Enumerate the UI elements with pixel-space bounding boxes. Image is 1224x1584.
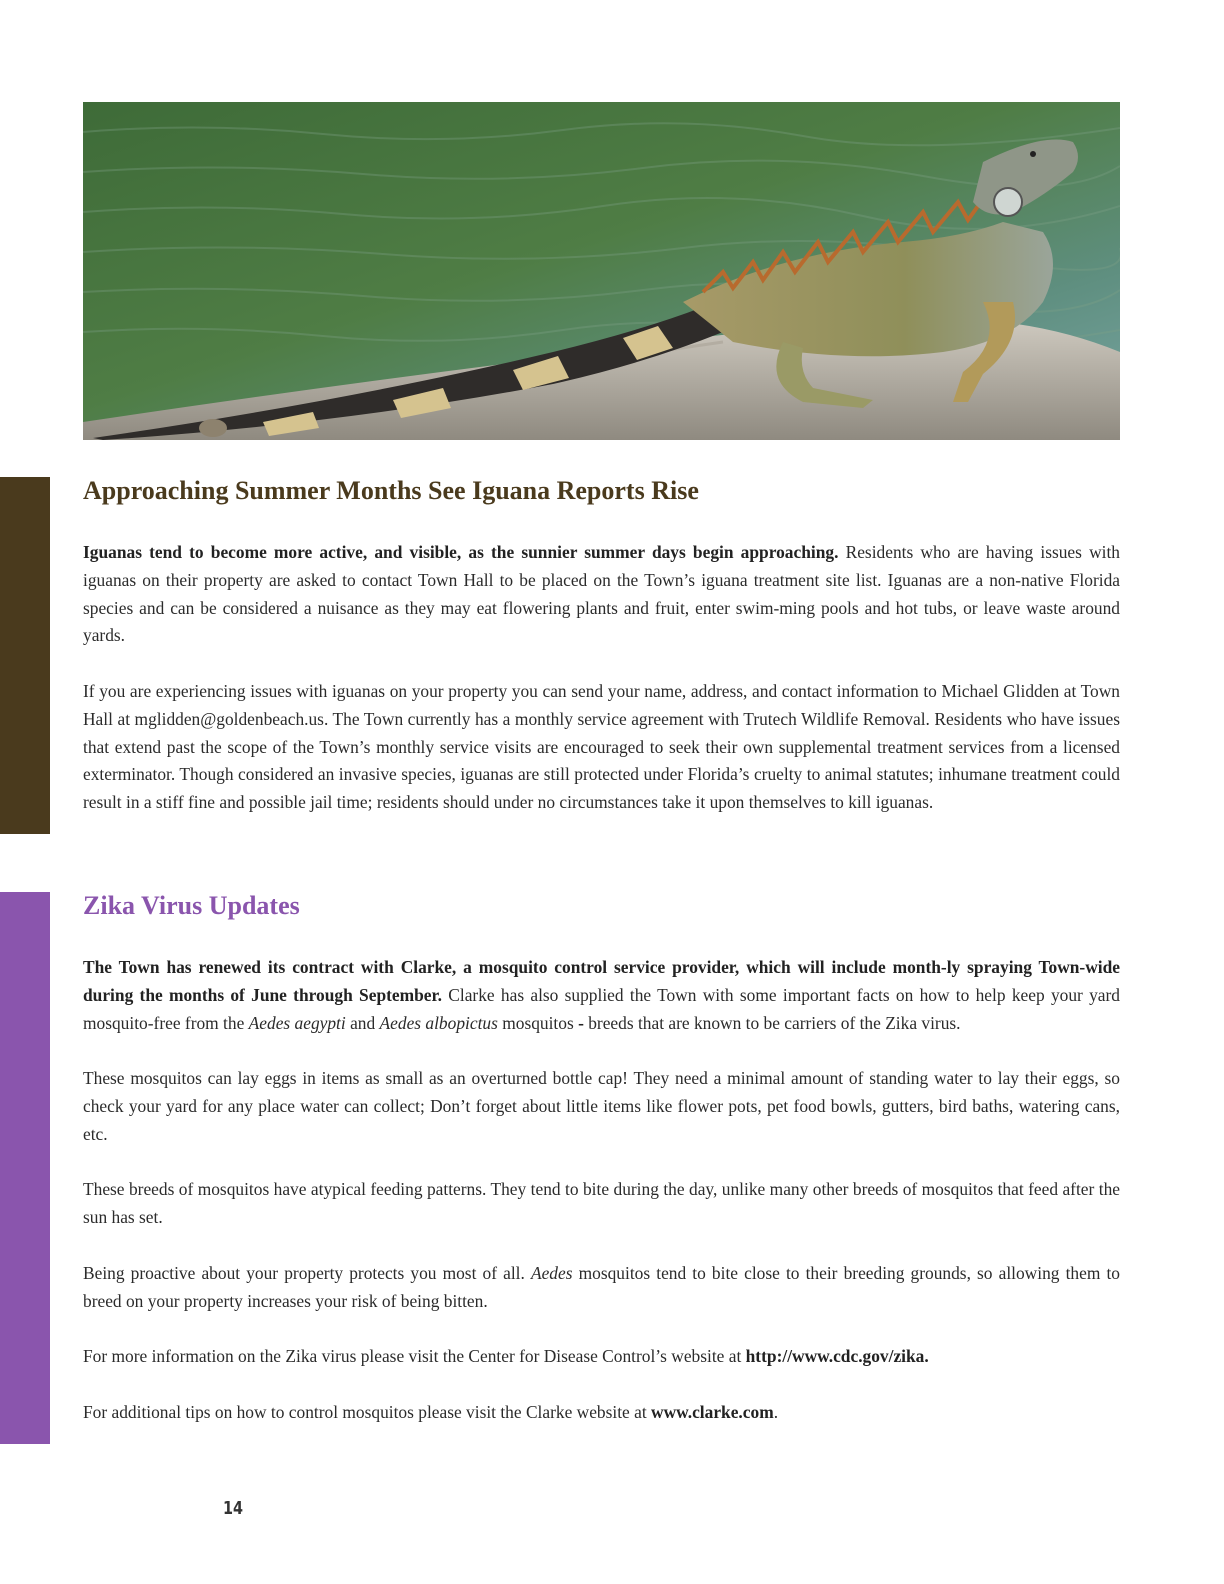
zika-paragraph-3: These breeds of mosquitos have atypical feeding patterns. They tend to bite during the day, unlike many other breeds of mosquitos that feed after the sun has set.	[83, 1179, 1120, 1228]
zika-paragraph-5	[83, 1343, 1120, 1371]
species-aegypti: Aedes aegypti	[248, 1012, 346, 1033]
clarke-link-intro: For additional tips on how to control mosquitos please visit the Clarke website at	[83, 1401, 652, 1422]
zika-section-accent-bar	[0, 892, 50, 1444]
iguana-lead-sentence: Iguanas tend to become more active, and visible, as the sunnier summer days begin approaching.	[83, 542, 839, 562]
iguana-photo	[83, 102, 1120, 440]
zika-paragraph-1	[83, 954, 1120, 1037]
zika-article	[83, 891, 1120, 1427]
species-albopictus: Aedes albopictus	[379, 1012, 498, 1033]
zika-paragraph-1-text-c: mosquitos	[497, 1012, 579, 1033]
iguana-paragraph-1-text: Residents who are having issues with iguanas on their property are asked to contact Town Hall to be placed on the Town’s iguana treatment site list. Iguanas are a non-native Florida species and can be considered a nuisance as they may eat flowering plants and fruit, enter swim-ming pools and hot tubs, or leave waste around yards.	[83, 542, 1120, 646]
iguana-paragraph-2: If you are experiencing issues with iguanas on your property you can send your name, address, and contact information to Michael Glidden at Town Hall at mglidden@goldenbeach.us. The Town currently has a monthly service agreement with Trutech Wildlife Removal. Residents who have issues that extend past the scope of the Town’s monthly service visits are encouraged to seek their own supplemental treatment services from a licensed exterminator. Though considered an invasive species, iguanas are still protected under Florida’s cruelty to animal statutes; inhumane treatment could result in a stiff fine and possible jail time; residents should under no circumstances take it upon themselves to kill iguanas.	[83, 680, 1120, 813]
clarke-link-period: .	[773, 1401, 779, 1422]
zika-paragraph-2: These mosquitos can lay eggs in items as small as an overturned bottle cap! They need a minimal amount of standing water to lay their eggs, so check your yard for any place water can collect; Don’t forget about little items like flower pots, pet food bowls, gutters, bird baths, watering cans, etc.	[83, 1068, 1120, 1144]
zika-paragraph-6	[83, 1399, 1120, 1427]
iguana-paragraph-1	[83, 539, 1120, 650]
iguana-article-title: Approaching Summer Months See Iguana Reports Rise	[83, 476, 699, 505]
iguana-article	[83, 476, 1120, 817]
zika-paragraph-4-text-b: mosquitos tend to bite close to their breeding grounds, so allowing them to breed on your property increases your risk of being bitten.	[83, 1262, 1120, 1311]
clarke-link[interactable]: www.clarke.com	[651, 1401, 774, 1422]
species-aedes: Aedes	[530, 1262, 573, 1283]
iguana-section-accent-bar	[0, 477, 50, 834]
zika-paragraph-4	[83, 1260, 1120, 1316]
zika-paragraph-4-text-a: Being proactive about your property protects you most of all.	[83, 1262, 531, 1283]
zika-article-title: Zika Virus Updates	[83, 891, 300, 920]
cdc-link-intro: For more information on the Zika virus please visit the Center for Disease Control’s website at	[83, 1346, 746, 1367]
page-number: 14	[223, 1498, 244, 1519]
zika-dash: -	[578, 1012, 584, 1033]
cdc-link[interactable]: http://www.cdc.gov/zika.	[745, 1346, 929, 1367]
zika-paragraph-1-text-a: Clarke has also supplied the Town with some important facts on how to help keep your yard mosquito-free from the	[83, 984, 1120, 1033]
zika-lead-sentence: The Town has renewed its contract with Clarke, a mosquito control service provider, which will include month-ly spraying Town-wide during the months of June through September.	[83, 957, 1120, 1005]
zika-paragraph-1-text-d: breeds that are known to be carriers of the Zika virus.	[583, 1012, 961, 1033]
zika-paragraph-1-text-b: and	[345, 1012, 380, 1033]
